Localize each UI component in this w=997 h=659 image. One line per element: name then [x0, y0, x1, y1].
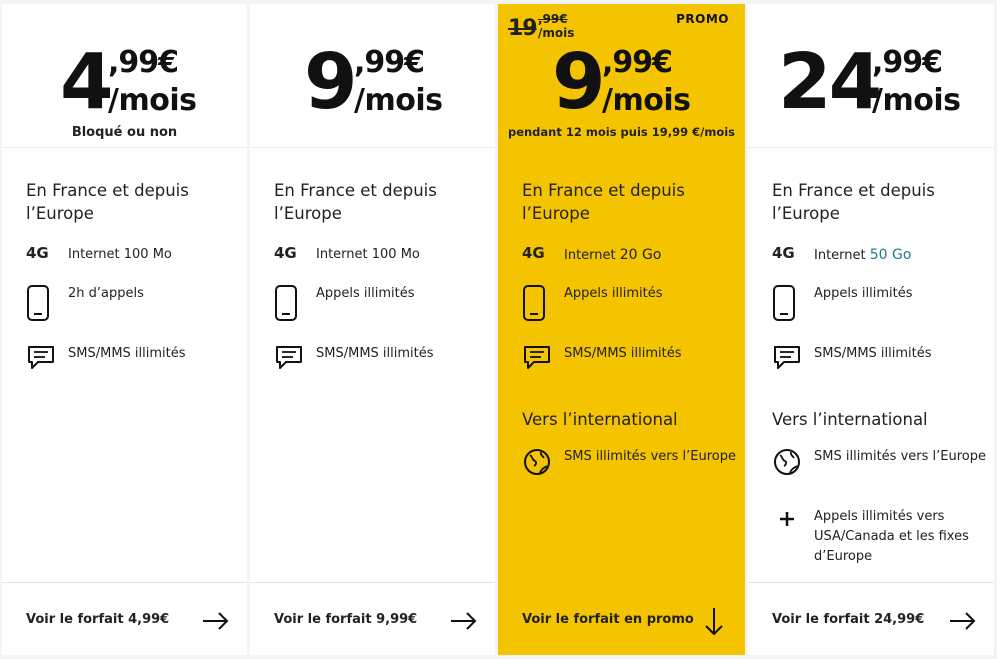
plus-icon: [772, 507, 802, 538]
price: [498, 40, 745, 130]
network-4g-label: 4G: [26, 244, 49, 262]
internet-value: 20 Go: [619, 247, 662, 263]
sms-text: SMS/MMS illimités: [316, 346, 434, 361]
price-decimal: ,99€: [108, 45, 179, 80]
price-decimal: ,99€: [872, 45, 943, 80]
plan-card-4-99: [2, 4, 247, 655]
see-plan-link[interactable]: [26, 606, 231, 636]
message-bubble-icon: [274, 344, 304, 379]
old-price-decimal: ,99€: [538, 12, 568, 26]
see-plan-label[interactable]: Voir le forfait en promo: [522, 612, 694, 627]
old-price: [508, 12, 575, 41]
arrow-right-icon[interactable]: [449, 606, 479, 640]
price-period: /mois: [872, 83, 961, 118]
calls-text: Appels illimités: [814, 286, 913, 301]
internet-value: 100 Mo: [123, 247, 172, 262]
arrow-down-icon[interactable]: [699, 606, 729, 642]
internet-prefix: Internet: [316, 247, 368, 262]
network-4g-label: 4G: [772, 244, 795, 262]
sms-text: SMS/MMS illimités: [814, 346, 932, 361]
old-price-integer: 19: [508, 16, 537, 41]
divider: [250, 582, 495, 583]
internet-value: 50 Go: [869, 247, 912, 263]
network-4g-label: 4G: [274, 244, 297, 262]
price: [250, 40, 495, 130]
section-title-france: En France et depuis l’Europe: [522, 181, 685, 223]
see-plan-label[interactable]: Voir le forfait 9,99€: [274, 612, 418, 627]
sms-text: SMS/MMS illimités: [68, 346, 186, 361]
price-decimal: ,99€: [602, 45, 673, 80]
divider: [748, 147, 994, 148]
divider: [2, 582, 247, 583]
arrow-right-icon[interactable]: [201, 606, 231, 640]
calls-text: 2h d’appels: [68, 286, 144, 301]
arrow-right-icon[interactable]: [948, 606, 978, 640]
section-title-france: En France et depuis l’Europe: [26, 181, 189, 223]
globe-icon: [772, 447, 802, 484]
price-decimal: ,99€: [354, 45, 425, 80]
internet-prefix: Internet: [814, 248, 866, 263]
price-period: /mois: [354, 83, 443, 118]
intl-calls-text: Appels illimités vers USA/Canada et les fixes d’Europe: [814, 509, 969, 564]
globe-icon: [522, 447, 552, 484]
divider: [748, 582, 994, 583]
plan-card-promo: [498, 4, 745, 655]
intl-sms-text: SMS illimités vers l’Europe: [564, 449, 736, 464]
plan-card-9-99: [250, 4, 495, 655]
see-plan-link[interactable]: [772, 606, 978, 636]
divider: [250, 147, 495, 148]
mobile-phone-icon: [274, 284, 298, 329]
internet-value: 100 Mo: [371, 247, 420, 262]
price: [2, 40, 247, 130]
intl-sms-text: SMS illimités vers l’Europe: [814, 449, 986, 464]
price-note: Bloqué ou non: [71, 125, 178, 140]
price-integer: 9: [304, 38, 355, 127]
network-4g-label: 4G: [522, 244, 545, 262]
mobile-phone-icon: [522, 284, 546, 329]
calls-text: Appels illimités: [564, 286, 663, 301]
price-note: pendant 12 mois puis 19,99 €/mois: [507, 125, 736, 139]
message-bubble-icon: [522, 344, 552, 379]
plan-card-24-99: [748, 4, 994, 655]
section-title-international: Vers l’international: [772, 410, 928, 429]
old-price-period: /mois: [538, 26, 575, 40]
section-title-international: Vers l’international: [522, 410, 678, 429]
see-promo-plan-link[interactable]: [522, 606, 729, 636]
internet-prefix: Internet: [564, 248, 616, 263]
message-bubble-icon: [26, 344, 56, 379]
price: [748, 40, 994, 130]
price-integer: 9: [552, 38, 603, 127]
sms-text: SMS/MMS illimités: [564, 346, 682, 361]
divider: [2, 147, 247, 148]
see-plan-link[interactable]: [274, 606, 479, 636]
see-plan-label[interactable]: Voir le forfait 24,99€: [772, 612, 925, 627]
mobile-phone-icon: [26, 284, 50, 329]
see-plan-label[interactable]: Voir le forfait 4,99€: [26, 612, 170, 627]
promo-badge: PROMO: [676, 12, 729, 26]
price-integer: 24: [778, 38, 880, 127]
price-integer: 4: [60, 38, 111, 127]
mobile-phone-icon: [772, 284, 796, 329]
calls-text: Appels illimités: [316, 286, 415, 301]
section-title-france: En France et depuis l’Europe: [772, 181, 935, 223]
message-bubble-icon: [772, 344, 802, 379]
price-period: /mois: [108, 83, 197, 118]
price-period: /mois: [602, 83, 691, 118]
section-title-france: En France et depuis l’Europe: [274, 181, 437, 223]
internet-prefix: Internet: [68, 247, 120, 262]
